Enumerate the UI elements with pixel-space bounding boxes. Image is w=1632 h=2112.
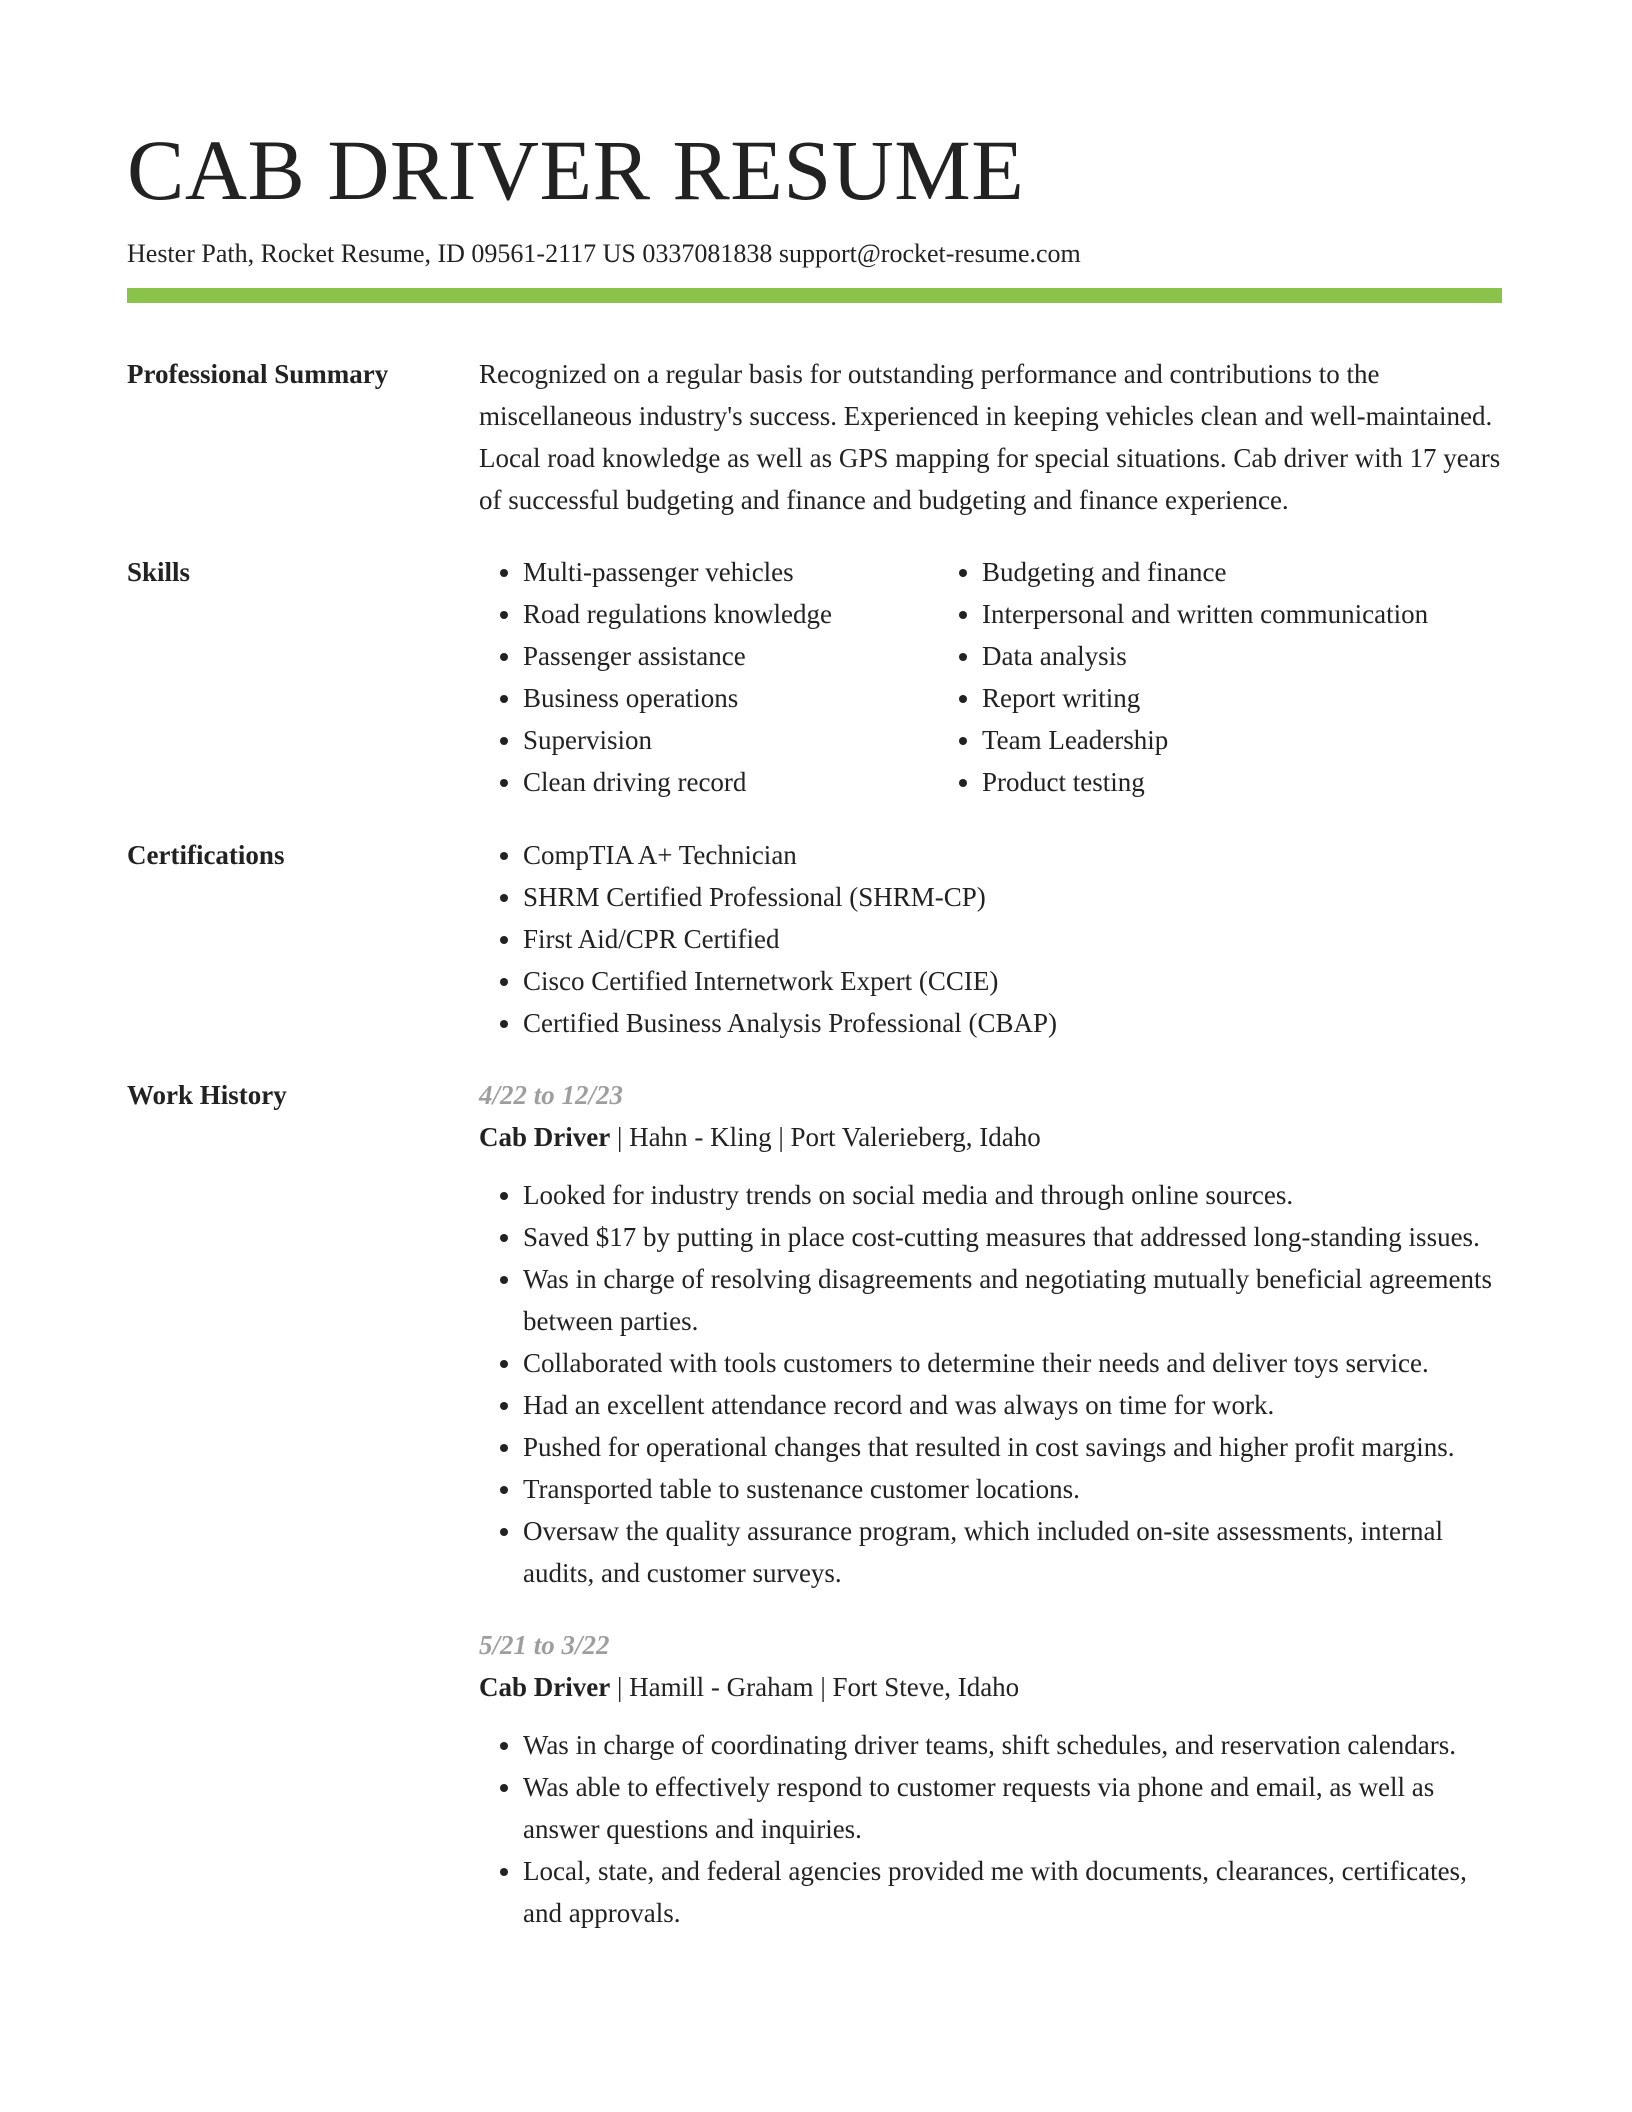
job-entry	[479, 1074, 1502, 1594]
skill-item: • Road regulations knowledge	[523, 593, 938, 635]
skill-item: • Supervision	[523, 719, 938, 761]
skills-list-left	[479, 551, 938, 803]
job-details: | Hahn - Kling | Port Valerieberg, Idaho	[610, 1122, 1041, 1152]
job-details: | Hamill - Graham | Fort Steve, Idaho	[610, 1672, 1020, 1702]
job-bullet: • Was in charge of coordinating driver teams, shift schedules, and reservation calendars.	[523, 1724, 1502, 1766]
job-bullet: • Saved $17 by putting in place cost-cutting measures that addressed long-standing issues.	[523, 1216, 1502, 1258]
job-bullet: • Looked for industry trends on social media and through online sources.	[523, 1174, 1502, 1216]
skill-item: • Team Leadership	[982, 719, 1428, 761]
summary-text: Recognized on a regular basis for outstanding performance and contributions to the miscellaneous industry's success. Experienced in keeping vehicles clean and well-maintained. Local road knowledge as well as GPS mapping for special situations. Cab driver with 17 years of successful budgeting and finance and budgeting and finance experience.	[479, 359, 1501, 515]
certification-item: • Cisco Certified Internetwork Expert (CCIE)	[523, 960, 1502, 1002]
certification-item: • First Aid/CPR Certified	[523, 918, 1502, 960]
certifications-heading: Certifications	[127, 840, 285, 870]
skill-item: • Business operations	[523, 677, 938, 719]
job-bullets	[479, 1724, 1502, 1934]
work-history-section	[127, 1074, 1502, 1934]
skill-item: • Passenger assistance	[523, 635, 938, 677]
skill-item: • Budgeting and finance	[982, 551, 1428, 593]
job-entry	[479, 1624, 1502, 1934]
job-bullet: • Was in charge of resolving disagreements and negotiating mutually beneficial agreements between parties.	[523, 1258, 1502, 1342]
contact-line: Hester Path, Rocket Resume, ID 09561-2117 US 0337081838 support@rocket-resume.com	[127, 239, 1081, 268]
job-title: Cab Driver	[479, 1672, 611, 1702]
summary-heading: Professional Summary	[127, 359, 389, 389]
job-bullet: • Oversaw the quality assurance program, which included on-site assessments, internal audits, and customer surveys.	[523, 1510, 1502, 1594]
job-bullet: • Was able to effectively respond to customer requests via phone and email, as well as answer questions and inquiries.	[523, 1766, 1502, 1850]
job-bullets	[479, 1174, 1502, 1594]
job-bullet: • Collaborated with tools customers to determine their needs and deliver toys service.	[523, 1342, 1502, 1384]
header-divider	[127, 288, 1502, 303]
job-bullet: • Transported table to sustenance customer locations.	[523, 1468, 1502, 1510]
skills-heading: Skills	[127, 557, 191, 587]
summary-section	[127, 353, 1502, 521]
skill-item: • Clean driving record	[523, 761, 938, 803]
certifications-section	[127, 834, 1502, 1044]
job-bullet: • Had an excellent attendance record and was always on time for work.	[523, 1384, 1502, 1426]
certification-item: • CompTIA A+ Technician	[523, 834, 1502, 876]
certification-item: • Certified Business Analysis Professional (CBAP)	[523, 1002, 1502, 1044]
certifications-list	[479, 834, 1502, 1044]
skill-item: • Interpersonal and written communication	[982, 593, 1428, 635]
job-dates: 4/22 to 12/23	[479, 1080, 624, 1110]
job-dates: 5/21 to 3/22	[479, 1630, 610, 1660]
job-title: Cab Driver	[479, 1122, 611, 1152]
certification-item: • SHRM Certified Professional (SHRM-CP)	[523, 876, 1502, 918]
job-bullet: • Local, state, and federal agencies provided me with documents, clearances, certificates, and approvals.	[523, 1850, 1502, 1934]
job-header	[479, 1666, 1502, 1708]
job-header	[479, 1116, 1502, 1158]
skill-item: • Report writing	[982, 677, 1428, 719]
skill-item: • Product testing	[982, 761, 1428, 803]
resume-page	[127, 120, 1502, 1934]
work-history-heading: Work History	[127, 1080, 287, 1110]
skill-item: • Data analysis	[982, 635, 1428, 677]
job-bullet: • Pushed for operational changes that resulted in cost savings and higher profit margins.	[523, 1426, 1502, 1468]
skill-item: • Multi-passenger vehicles	[523, 551, 938, 593]
resume-title: CAB DRIVER RESUME	[127, 122, 1025, 218]
skills-list-right	[938, 551, 1428, 803]
skills-section	[127, 551, 1502, 803]
